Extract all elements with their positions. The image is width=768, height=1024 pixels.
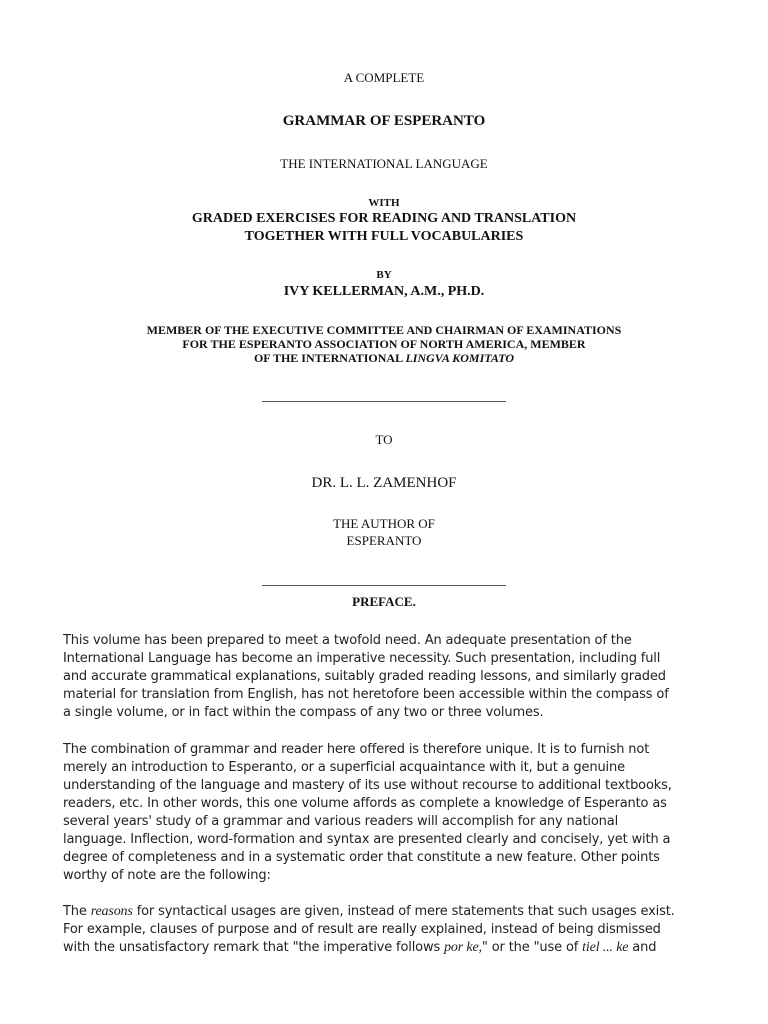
credentials-prefix: OF THE INTERNATIONAL: [253, 351, 406, 365]
author-credentials-line-2: FOR THE ESPERANTO ASSOCIATION OF NORTH AMERICA, MEMBER: [182, 337, 586, 351]
text-run: and: [628, 940, 657, 955]
divider-rule-2: [262, 585, 506, 586]
dedication-to: TO: [375, 432, 393, 447]
subtitle-line-1: GRADED EXERCISES FOR READING AND TRANSLATION: [191, 211, 577, 226]
title-line-a-complete: A COMPLETE: [343, 70, 425, 85]
paragraph-line: degree of completeness and in a systematic order that constitute a new feature. Other points: [63, 850, 660, 865]
paragraph-line: a single volume, or in fact within the compass of any two or three volumes.: [63, 705, 544, 720]
italic-tiel-ke: tiel ... ke: [582, 940, 629, 955]
paragraph-line: merely an introduction to Esperanto, or a superficial acquaintance with it, but a genuine: [63, 760, 625, 775]
subtitle-line-2: TOGETHER WITH FULL VOCABULARIES: [244, 229, 524, 244]
lingva-komitato: LINGVA KOMITATO: [405, 351, 515, 365]
paragraph-line: This volume has been prepared to meet a twofold need. An adequate presentation of the: [63, 633, 632, 648]
title-by: BY: [376, 269, 392, 281]
paragraph-line: [63, 903, 711, 921]
dedication-name: DR. L. L. ZAMENHOF: [311, 475, 457, 491]
book-title: GRAMMAR OF ESPERANTO: [282, 113, 486, 129]
paragraph-line: For example, clauses of purpose and of result are really explained, instead of being dismissed: [63, 922, 661, 937]
preface-paragraph-2: [63, 741, 711, 885]
divider-rule-1: [262, 401, 506, 402]
italic-reasons: reasons: [90, 904, 133, 919]
preface-heading: PREFACE.: [352, 594, 416, 609]
title-line-international-language: THE INTERNATIONAL LANGUAGE: [280, 156, 488, 171]
paragraph-line: readers, etc. In other words, this one volume affords as complete a knowledge of Esperanto as: [63, 796, 667, 811]
paragraph-line: International Language has become an imperative necessity. Such presentation, including full: [63, 651, 661, 666]
preface-paragraph-3: [63, 903, 711, 957]
paragraph-line: worthy of note are the following:: [63, 868, 271, 883]
author-credentials-line-1: MEMBER OF THE EXECUTIVE COMMITTEE AND CHAIRMAN OF EXAMINATIONS: [146, 323, 622, 337]
text-run: with the unsatisfactory remark that "the imperative follows: [63, 940, 445, 955]
dedication-role-line-1: THE AUTHOR OF: [333, 516, 435, 531]
preface-paragraph-1: [63, 632, 711, 722]
paragraph-line: several years' study of a grammar and various readers will accomplish for any national: [63, 814, 619, 829]
text-run: " or the "use of: [481, 940, 583, 955]
text-run: The: [63, 904, 91, 919]
paragraph-line: understanding of the language and mastery of its use without recourse to additional textbooks,: [63, 778, 672, 793]
dedication-role-line-2: ESPERANTO: [346, 533, 422, 548]
paragraph-line: and accurate grammatical explanations, suitably graded reading lessons, and similarly graded: [63, 669, 666, 684]
author-credentials-line-3: [0, 351, 768, 365]
paragraph-line: language. Inflection, word-formation and syntax are presented clearly and concisely, yet with a: [63, 832, 671, 847]
italic-por-ke: por ke,: [444, 940, 482, 955]
title-with: WITH: [368, 197, 400, 209]
paragraph-line: The combination of grammar and reader here offered is therefore unique. It is to furnish not: [63, 742, 650, 757]
text-run: for syntactical usages are given, instead of mere statements that such usages exist.: [132, 904, 675, 919]
paragraph-line: material for translation from English, has not heretofore been accessible within the compass of: [63, 687, 669, 702]
author-name: IVY KELLERMAN, A.M., PH.D.: [283, 284, 485, 299]
paragraph-line: [63, 939, 711, 957]
